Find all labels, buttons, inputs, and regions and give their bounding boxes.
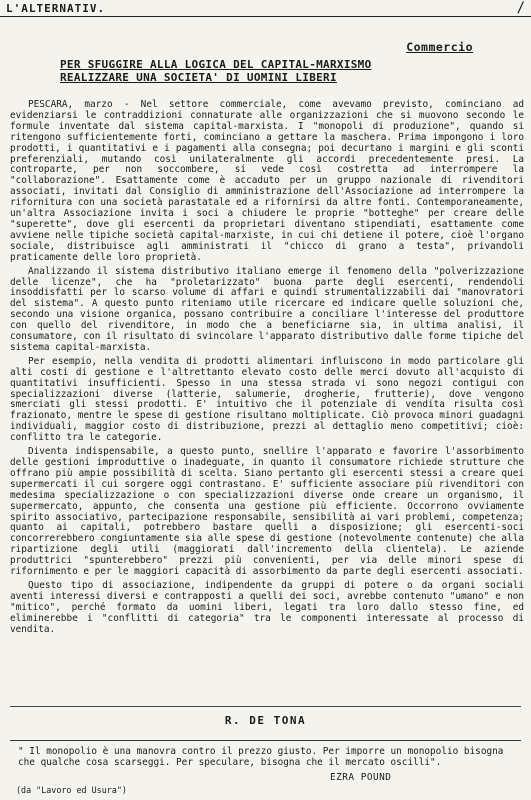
author-signature: R. DE TONA (224, 714, 307, 727)
title-line-2: REALIZZARE UNA SOCIETA' DI UOMINI LIBERI (60, 71, 337, 84)
masthead: L'ALTERNATIV. (6, 2, 106, 15)
paragraph-3: Per esempio, nella vendita di prodotti alimentari influiscono in modo particolare gli alti costi di gestione e l'altrettanto elevato costo delle merci dovuto all'acquisto di quantitativi insufficienti. Spesso in una stessa strada vi sono negozi contigui con specializzazioni diverse (latterie, salumerie, drogherie, frutterie), dove vengono smerciati gli stessi prodotti. E' intuitivo che il potenziale di vendita risulta così frazionato, mentre le spese di gestione risultano moltiplicate. Ciò provoca minori guadagni individuali, maggior costo di distribuzione, prezzi al dettaglio meno competitivi; cioè: conflitto tra le categorie. (10, 355, 524, 444)
quote-author: EZRA POUND (330, 772, 392, 783)
section-label: Commercio (406, 40, 473, 54)
quote-text: " Il monopolio è una manovra contro il prezzo giusto. Per imporre un monopolio bisogna che qualche cosa scarseggi. Per speculare, bisogna che il mercato oscilli". (18, 746, 504, 768)
article-title (60, 58, 480, 84)
paragraph-1: PESCARA, marzo - Nel settore commerciale, come avevamo previsto, cominciano ad evidenziarsi le contraddizioni connaturate alle organizzazioni che si muovono secondo le formule inventate dal sistema capital-marxista. I "monopoli di produzione", quando si ritengono sufficientemente forti, cominciano a gettare la maschera. Prima impongono i loro prodotti, i quantitativi e i pagamenti alla consegna; poi decurtano i margini e gli sconti preferenziali, mutando così unilateralmente gli accordi precedentemente presi. La controparte, per non soccombere, si vede così costretta ad interrompere la "collaborazione". Esattamente come è accaduto per un gruppo nazionale di rivenditori associati, invitati dal Consiglio di amministrazione dell'Associazione ad interrompere la rifornitura con una società parastatale ed a rifornirsi da altre fonti. Contemporaneamente, un'altra Associazione invita i soci a chiudere le proprie "botteghe" per creare delle "superette", dove gli esercenti da proprietari diventano stipendiati, esattamente come avviene nelle tipiche società capital-marxiste, in cui chi detiene il potere, cioè l'organo sociale, distribuisce agli amministrati il "chicco di grano a testa", privandoli praticamente delle loro proprietà. (10, 99, 524, 263)
paragraph-5: Questo tipo di associazione, indipendente da gruppi di potere o da organi sociali aventi interessi diversi e contrapposti a quelli dei soci, avrebbe contenuto "umano" e non "mitico", perché formato da uomini liberi, legati tra loro dallo stesso fine, ed eliminerebbe i "conflitti di categoria" tra le componenti interessate al processo di vendita. (10, 579, 524, 635)
paragraph-4: Diventa indispensabile, a questo punto, snellire l'apparato e favorire l'assorbimento delle gestioni improduttive o inadeguate, in quanto il consumatore richiede strutture che offrano più ampie possibilità di scelta. Siano pertanto gli esercenti stessi a creare quei supermercati il cui sorgere oggi contrastano. E' sufficiente associare più rivenditori con medesima specializzazione o con specializzazioni diverse onde creare un organismo, il supermercato, appunto, che consenta una gestione più efficiente. Occorrono ovviamente spirito associativo, partecipazione responsabile, sensibilità ai vari problemi, competenza; quanto ai capitali, potrebbero bastare quelli a disposizione; gli esercenti-soci concorrerebbero congiuntamente sia alle spese di gestione (notevolmente contenute) che alla ripartizione degli utili (maggiorati dall'incremento della clientela). Le aziende produttrici "spunterebbero" prezzi più convenienti, per via delle minori spese di rifornimento e per le maggiori capacità di assorbimento da parte degli esercenti associati. (10, 446, 524, 578)
top-rule (0, 16, 531, 17)
quote-source: (da "Lavoro ed Usura") (16, 785, 127, 795)
article-body (10, 100, 524, 639)
title-line-1: PER SFUGGIRE ALLA LOGICA DEL CAPITAL-MARXISMO (60, 58, 372, 71)
divider (10, 706, 521, 707)
paragraph-2: Analizzando il sistema distributivo italiano emerge il fenomeno della "polverizzazione delle licenze", che ha "proletarizzato" buona parte degli esercenti, rendendoli insoddisfatti per lo scarso volume di affari e quindi strumentalizzabili dai "manovratori del sistema". A questo punto riteniamo utile ricercare ed indicare quelle soluzioni che, secondo una visione organica, possano contribuire a conciliare l'interesse del produttore con quello del rivenditore, in modo che a beneficiarne sia, in ultima analisi, il consumatore, con il risultato di svincolare l'apparato distributivo dalle forme tipiche del sistema capital-marxista. (10, 265, 524, 353)
corner-mark: / (516, 0, 525, 16)
